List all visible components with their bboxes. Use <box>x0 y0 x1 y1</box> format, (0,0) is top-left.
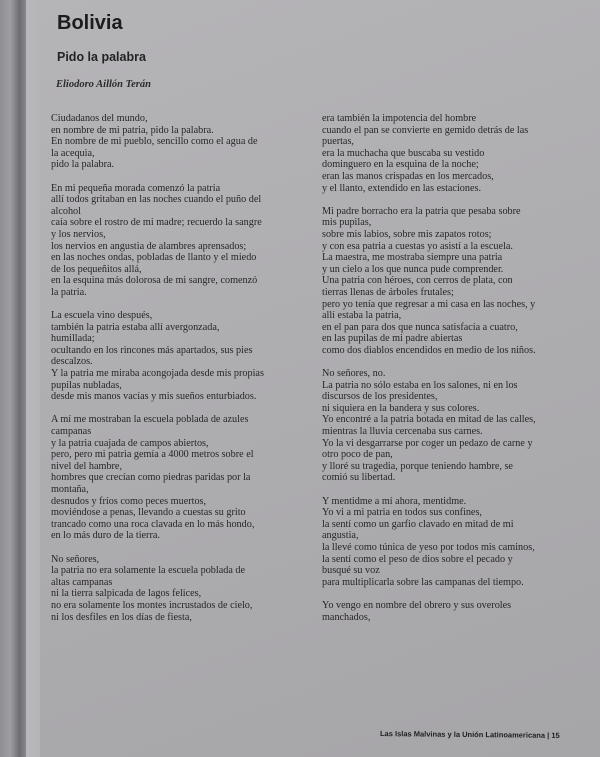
poem-line: y un cielo a los que nunca pude comprender. <box>322 263 504 275</box>
poem-line: era la muchacha que buscaba su vestido <box>322 147 485 159</box>
poem-line: y con esa patria a cuestas yo asistí a la escuela. <box>322 240 513 252</box>
stanza <box>51 183 319 299</box>
poem-line: Ciudadanos del mundo, <box>51 113 148 124</box>
stanza <box>322 206 588 357</box>
poem-line: Yo vengo en nombre del obrero y sus overoles <box>322 599 512 611</box>
poem-line: la patria no era solamente la escuela poblada de <box>51 565 246 577</box>
poem-line: en nombre de mi patria, pido la palabra. <box>51 124 214 136</box>
poem-line: discursos de los presidentes, <box>322 391 438 403</box>
poem-line: No señores, <box>51 553 100 565</box>
poem-line: Mi padre borracho era la patria que pesaba sobre <box>322 205 521 217</box>
poem-line: Yo encontré a la patria botada en mitad de las calles, <box>322 414 536 426</box>
stanza <box>51 310 319 403</box>
stanza <box>322 368 588 484</box>
poem-author: Eliodoro Aillón Terán <box>56 79 151 90</box>
poem-line: también la patria estaba allí avergonzada, <box>51 321 220 333</box>
poem-line: pupilas nubladas, <box>51 379 122 391</box>
poem-line: y el llanto, extendido en las estaciones. <box>322 182 481 194</box>
country-heading: Bolivia <box>57 12 123 34</box>
poem-line: era también la impotencia del hombre <box>322 113 477 124</box>
poem-line: tierras llenas de árboles frutales; <box>322 286 454 298</box>
poem-line: sobre mis labios, sobre mis zapatos rotos; <box>322 228 492 240</box>
poem-line: la llevé como túnica de yeso por todos mis caminos, <box>322 541 535 553</box>
poem-line: caía sobre el rostro de mi madre; recuerdo la sangre <box>51 217 262 229</box>
poem-line: ni la tierra salpicada de lagos felices, <box>51 588 202 600</box>
poem-line: pero, pero mi patria gemía a 4000 metros sobre el <box>51 449 254 461</box>
poem-line: ocultando en los rincones más apartados, sus pies <box>51 344 253 356</box>
poem-line: y la patria cuajada de campos abiertos, <box>51 437 209 449</box>
poem-line: montaña, <box>51 484 89 495</box>
stanza <box>51 554 319 624</box>
poem-line: la patria. <box>51 286 87 298</box>
poem-line: en lo más duro de la tierra. <box>51 530 160 542</box>
poem-line: Una patria con héroes, con cerros de plata, con <box>322 275 513 287</box>
poem-line: y los nervios, <box>51 228 106 240</box>
poem-line: Y la patria me miraba acongojada desde mis propias <box>51 368 264 380</box>
poem-line: de los pequeñitos allá, <box>51 263 142 275</box>
book-title: Las Islas Malvinas y la Unión Latinoamericana <box>379 729 546 740</box>
poem-line: y lloré su tragedia, porque teniendo hambre, se <box>322 460 513 472</box>
poem-line: ni siquiera en la bandera y sus colores. <box>322 402 480 414</box>
poem-line: la sentí como el peso de dios sobre el pecado y <box>322 553 513 565</box>
poem-line: pido la palabra. <box>51 159 115 171</box>
poem-line: A mí me mostraban la escuela poblada de azules <box>51 414 249 426</box>
poem-line: La maestra, me mostraba siempre una patria <box>322 252 503 264</box>
stanza <box>322 113 588 194</box>
poem-line: ni los desfiles en los días de fiesta, <box>51 611 192 623</box>
poem-line: en la esquina más dolorosa de mi sangre, comenzó <box>51 275 258 287</box>
poem-left-column <box>51 113 319 635</box>
poem-line: los nervios en angustia de alambres aprensados; <box>51 240 247 252</box>
poem-line: para multiplicarla sobre las campanas del tiempo. <box>322 576 524 588</box>
poem-line: allí todos gritaban en las noches cuando el puño del <box>51 194 262 206</box>
poem-line: moviéndose a penas, llevando a cuestas su grito <box>51 507 246 519</box>
poem-line: desnudos y fríos como peces muertos, <box>51 495 207 507</box>
poem-line: puertas, <box>322 136 354 148</box>
poem-line: En nombre de mi pueblo, sencillo como el agua de <box>51 136 258 148</box>
stanza <box>51 414 319 542</box>
poem-line: como dos diablos encendidos en medio de los niños. <box>322 344 536 356</box>
poem-line: pero yo tenía que regresar a mi casa en las noches, y <box>322 298 536 310</box>
poem-title: Pido la palabra <box>57 50 146 64</box>
poem-line: mis pupilas, <box>322 217 372 229</box>
book-binding-shadow <box>0 0 26 757</box>
poem-line: la sentí como un garfio clavado en mitad de mi <box>322 518 514 530</box>
poem-line: La escuela vino después, <box>51 310 153 322</box>
poem-line: la acequia, <box>51 147 95 159</box>
poem-line: otro poco de pan, <box>322 449 393 461</box>
poem-line: hombres que crecían como piedras paridas por la <box>51 472 251 484</box>
poem-line: manchados, <box>322 611 371 623</box>
poem-line: Yo vi a mi patria en todos sus confines, <box>322 507 482 519</box>
page-footer <box>380 729 560 740</box>
poem-line: comió su libertad. <box>322 472 396 484</box>
poem-line: busqué su voz <box>322 565 380 577</box>
poem-line: campanas <box>51 426 92 438</box>
poem-line: alcohol <box>51 205 81 217</box>
poem-line: eran las manos crispadas en los mercados, <box>322 170 494 182</box>
page-number: 15 <box>551 730 560 740</box>
poem-line: Yo la vi desgarrarse por coger un pedazo de carne y <box>322 437 533 449</box>
poem-line: cuando el pan se convierte en gemido detrás de las <box>322 124 529 136</box>
poem-line: mientras la lluvia cercenaba sus carnes. <box>322 426 483 438</box>
poem-line: descalzos. <box>51 356 93 368</box>
poem-line: No señores, no. <box>322 368 386 380</box>
poem-line: en las pupilas de mi padre abiertas <box>322 333 463 345</box>
poem-line: humillada; <box>51 333 95 345</box>
poem-line: altas campanas <box>51 576 113 588</box>
poem-line: En mi pequeña morada comenzó la patria <box>51 182 221 194</box>
stanza <box>322 496 588 589</box>
poem-line: no era solamente los montes incrustados de cielo, <box>51 599 253 611</box>
poem-line: Y mentidme a mí ahora, mentidme. <box>322 495 467 507</box>
stanza <box>322 600 588 623</box>
poem-line: La patria no sólo estaba en los salones, ni en los <box>322 379 518 391</box>
poem-line: en el pan para dos que nunca satisfacía a cuatro, <box>322 321 518 333</box>
poem-line: dominguero en la esquina de la noche; <box>322 159 479 171</box>
footer-separator: | <box>547 730 550 740</box>
poem-line: trancado como una roca clavada en lo más hondo, <box>51 518 255 530</box>
poem-line: angustia, <box>322 530 359 542</box>
poem-right-column <box>322 113 588 635</box>
stanza <box>51 113 319 171</box>
poem-line: desde mis manos vacías y mis sueños enturbiados. <box>51 391 257 403</box>
poem-line: nivel del hambre, <box>51 460 123 472</box>
poem-line: en las noches ondas, pobladas de llanto y el miedo <box>51 252 257 264</box>
poem-line: allí estaba la patria, <box>322 310 402 322</box>
